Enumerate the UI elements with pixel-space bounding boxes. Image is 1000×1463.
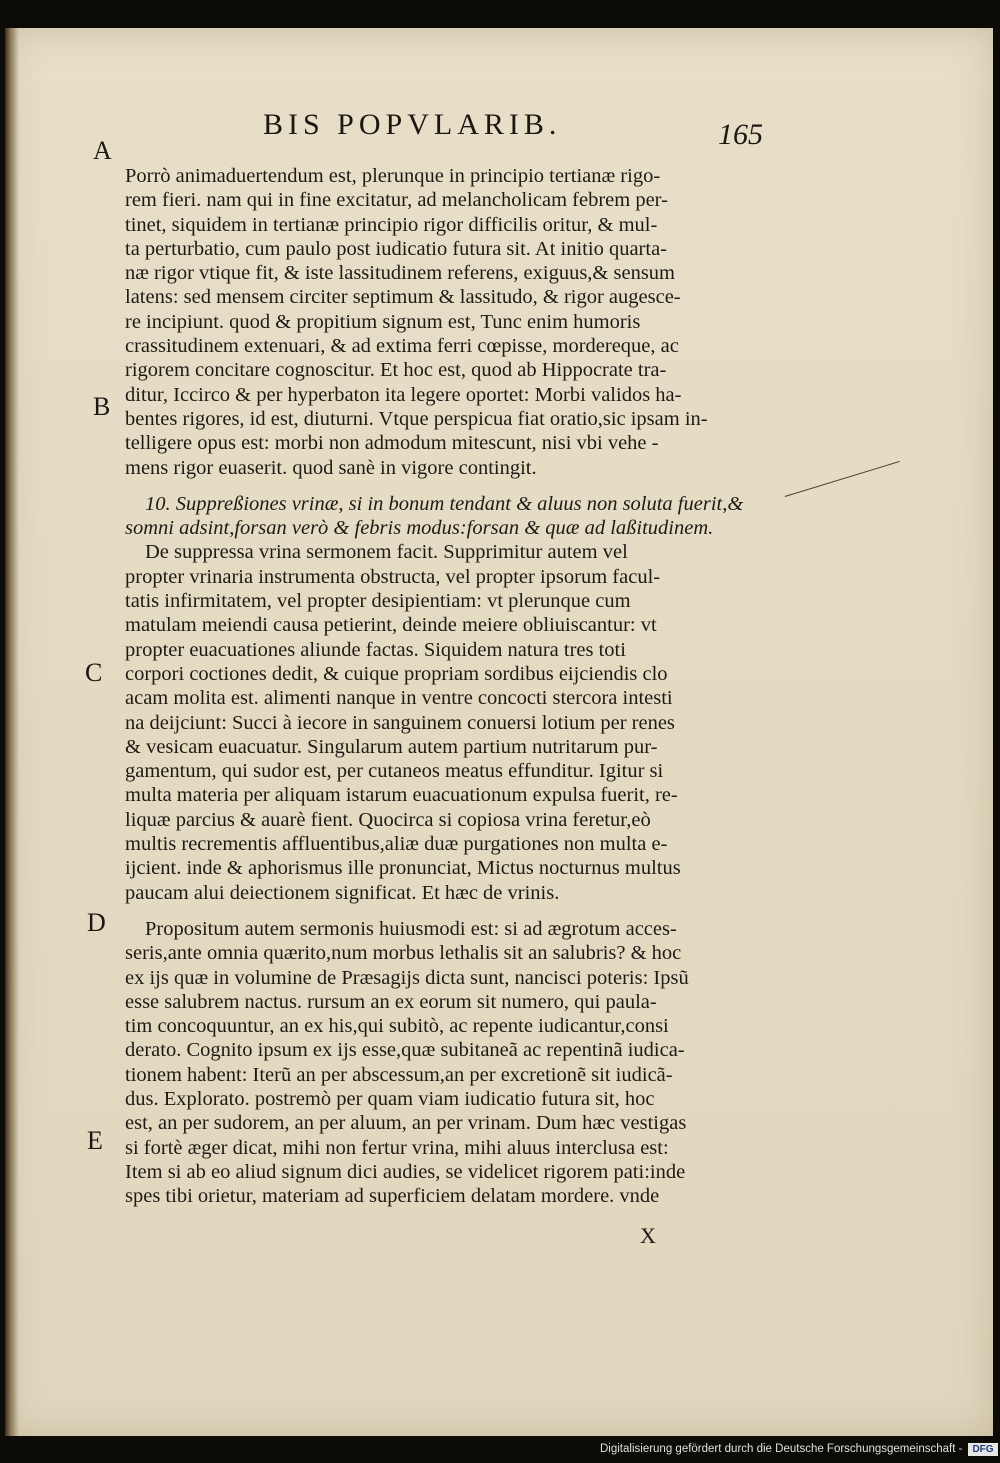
text-line: esse salubrem nactus. rursum an ex eorum sit numero, qui paula- [125, 990, 657, 1013]
section-letter-c: C [85, 658, 103, 687]
handwritten-mark [785, 461, 900, 498]
page-gutter [5, 28, 19, 1436]
text-line: tatis infirmitatem, vel propter desipientiam: vt plerunque cum [125, 590, 631, 613]
text-line: Propositum autem sermonis huiusmodi est: si ad ægrotum acces- [145, 917, 677, 940]
text-line: ex ijs quæ in volumine de Præsagijs dicta sunt, nancisci poteris: Ipsũ [125, 966, 689, 989]
text-line: & vesicam euacuatur. Singularum autem partium nutritarum pur- [125, 735, 658, 758]
running-head: BIS POPVLARIB. [263, 108, 562, 141]
text-line: est, an per sudorem, an per aluum, an per vrinam. Dum hæc vestigas [125, 1112, 687, 1135]
dfg-logo: DFG [968, 1443, 997, 1456]
text-line: seris,ante omnia quærito,num morbus lethalis sit an salubris? & hoc [125, 942, 682, 965]
section-letter-e: E [87, 1126, 103, 1155]
section-letter-b: B [93, 392, 111, 421]
text-line: næ rigor vtique fit, & iste lassitudinem referens, exiguus,& sensum [125, 262, 675, 285]
aphorism-line: 10. Suppreßiones vrinæ, si in bonum tendant & aluus non soluta fuerit,& [145, 492, 744, 515]
page-number: 165 [718, 118, 763, 151]
text-line: tionem habent: Iterũ an per abscessum,an per excretionẽ sit iudicã- [125, 1063, 673, 1086]
text-line: corpori coctiones dedit, & cuique propriam sordibus eijciendis clo [125, 662, 668, 685]
text-line: ta perturbatio, cum paulo post iudicatio futura sit. At initio quarta- [125, 237, 667, 260]
book-page [5, 28, 993, 1436]
text-line: latens: sed mensem circiter septimum & lassitudo, & rigor augesce- [125, 286, 681, 309]
text-line: paucam alui deiectionem significat. Et hæc de vrinis. [125, 881, 560, 904]
aphorism-line: somni adsint,forsan verò & febris modus:forsan & quæ ad laßitudinem. [125, 517, 714, 540]
text-line: re incipiunt. quod & propitium signum est, Tunc enim humoris [125, 310, 641, 333]
text-line: ijcient. inde & aphorismus ille pronunciat, Mictus nocturnus multus [125, 857, 681, 880]
digitization-footer [600, 1440, 998, 1458]
main-text [125, 164, 765, 1208]
text-line: gamentum, qui sudor est, per cutaneos meatus effunditur. Igitur si [125, 760, 664, 783]
text-line: acam molita est. alimenti nanque in ventre concocti stercora intesti [125, 687, 673, 710]
text-line: propter euacuationes aliunde factas. Siquidem natura tres toti [125, 638, 626, 661]
text-line: si fortè æger dicat, mihi non fertur vrina, mihi aluus interclusa est: [125, 1136, 669, 1159]
text-line: tim concoquuntur, an ex his,qui subitò, ac repente iudicantur,consi [125, 1015, 669, 1038]
section-letter-a: A [93, 136, 112, 165]
text-line: spes tibi orietur, materiam ad superficiem delatam mordere. vnde [125, 1185, 660, 1208]
text-line: mens rigor euaserit. quod sanè in vigore contingit. [125, 456, 537, 479]
text-line: rigorem concitare cognoscitur. Et hoc est, quod ab Hippocrate tra- [125, 359, 667, 382]
text-line: De suppressa vrina sermonem facit. Supprimitur autem vel [145, 541, 628, 564]
section-letter-d: D [87, 908, 106, 937]
text-line: Item si ab eo aliud signum dici audies, se videlicet rigorem pati:inde [125, 1160, 686, 1183]
text-line: ditur, Iccirco & per hyperbaton ita legere oportet: Morbi validos ha- [125, 383, 682, 406]
text-line: na deijciunt: Succi à iecore in sanguinem conuersi lotium per renes [125, 711, 675, 734]
text-line: crassitudinem extenuari, & ad extima ferri cœpisse, mordereque, ac [125, 335, 679, 358]
text-line: liquæ parcius & auarè fient. Quocirca si copiosa vrina feretur,eò [125, 808, 651, 831]
text-line: multis recrementis affluentibus,aliæ duæ purgationes non multa e- [125, 833, 668, 856]
text-line: rem fieri. nam qui in fine excitatur, ad melancholicam febrem per- [125, 189, 668, 212]
text-line: dus. Explorato. postremò per quam viam iudicatio futura sit, hoc [125, 1087, 655, 1110]
text-line: Porrò animaduertendum est, plerunque in principio tertianæ rigo- [125, 165, 661, 187]
text-line: tinet, siquidem in tertianæ principio rigor difficilis oritur, & mul- [125, 213, 658, 236]
text-line: bentes rigores, id est, diuturni. Vtque perspicua fiat oratio,sic ipsam in- [125, 407, 708, 430]
text-line: propter vrinaria instrumenta obstructa, vel propter ipsorum facul- [125, 565, 661, 588]
signature-mark: X [640, 1223, 656, 1248]
footer-text: Digitalisierung gefördert durch die Deutsche Forschungsgemeinschaft - [600, 1443, 963, 1455]
text-line: multa materia per aliquam istarum euacuationum expulsa fuerit, re- [125, 784, 678, 807]
text-line: matulam meiendi causa petierint, deinde meiere obliuiscantur: vt [125, 614, 657, 637]
text-line: telligere opus est: morbi non admodum mitescunt, nisi vbi vehe - [125, 432, 659, 455]
text-line: derato. Cognito ipsum ex ijs esse,quæ subitaneã ac repentinã iudica- [125, 1039, 685, 1062]
